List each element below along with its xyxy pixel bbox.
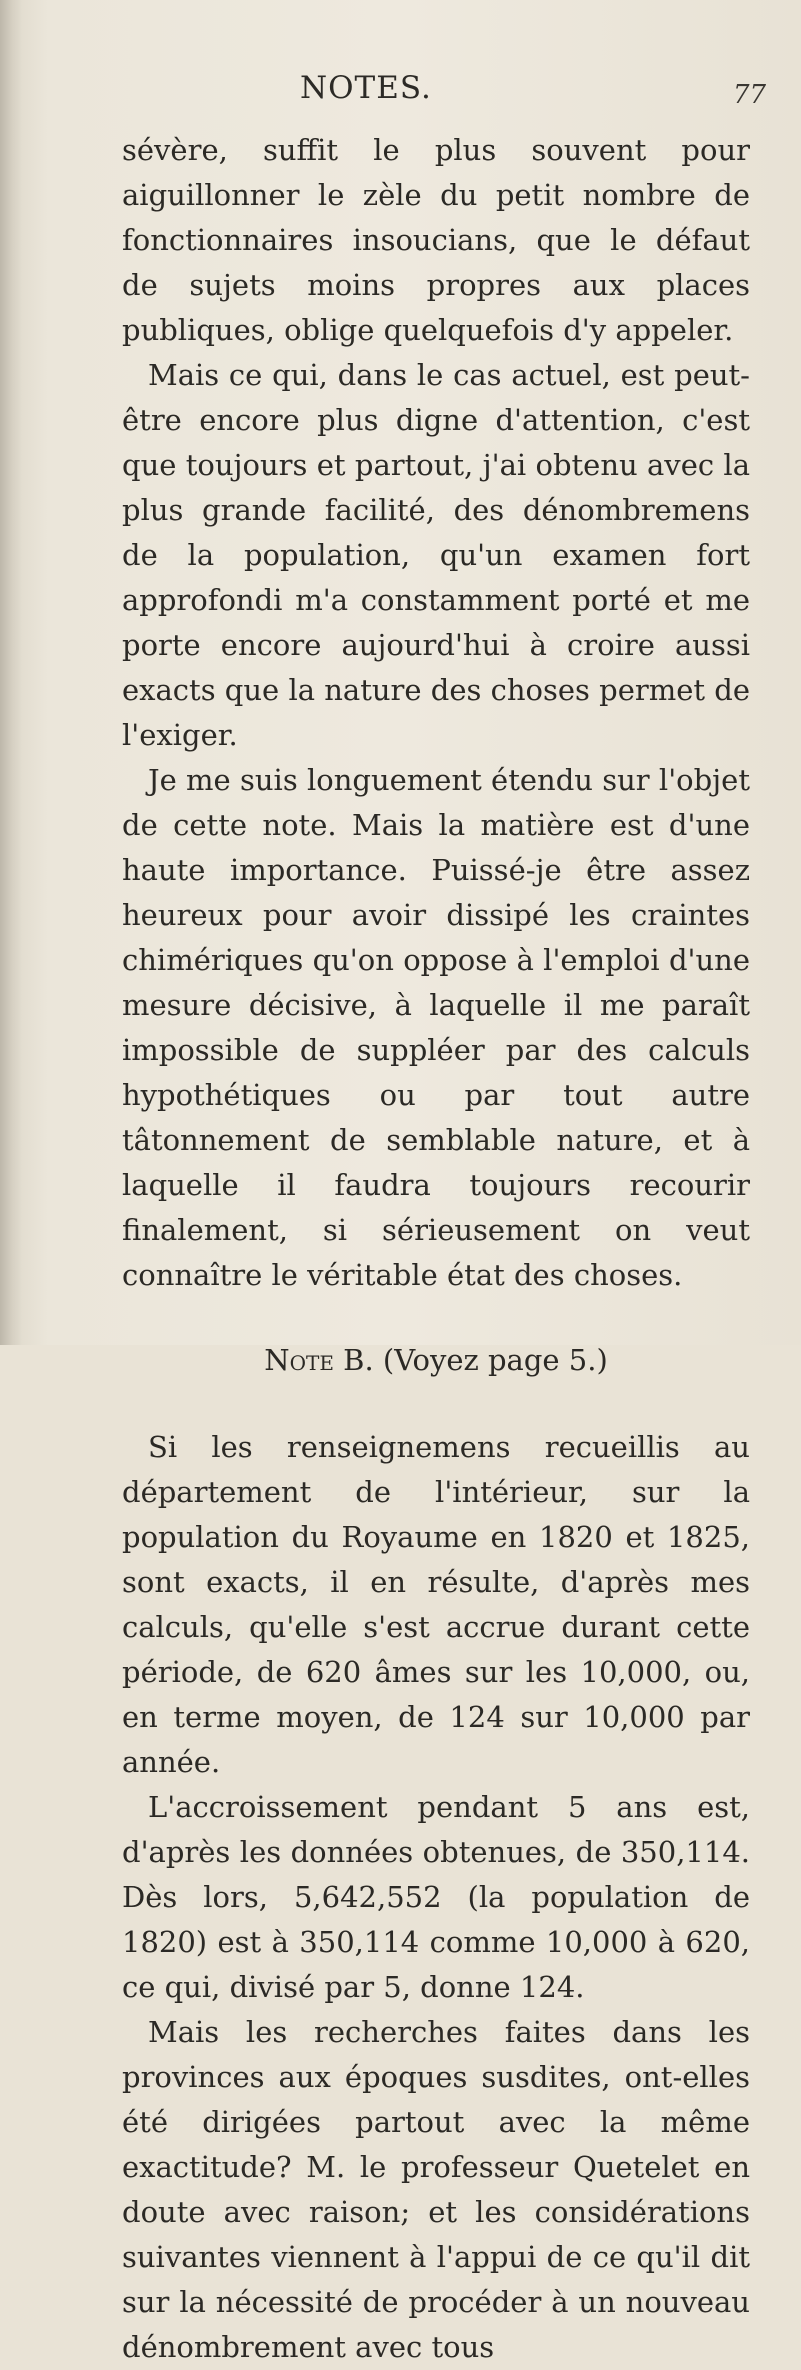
note-paragraph: Mais les recherches faites dans les provinces aux époques susdites, ont-elles été dirigées partout avec la même exactitude? M. le professeur Quetelet en doute avec raison; et les considérations suivantes viennent à l'appui de ce qu'il dit sur la nécessité de procéder à un nouveau dénombrement avec tous (122, 2015, 750, 2364)
page-body (122, 128, 750, 2370)
note-label: Note B. (264, 1343, 374, 1377)
note-heading (122, 1340, 750, 1380)
paragraph: Mais ce qui, dans le cas actuel, est peut-être encore plus digne d'attention, c'est que toujours et partout, j'ai obtenu avec la plus grande facilité, des dénombremens de la population, qu'un examen fort approfondi m'a constamment porté et me porte encore aujourd'hui à croire aussi exacts que la nature des choses permet de l'exiger. (122, 358, 750, 752)
note-paragraph: Si les renseignemens recueillis au département de l'intérieur, sur la population du Royaume en 1820 et 1825, sont exacts, il en résulte, d'après mes calculs, qu'elle s'est accrue durant cette période, de 620 âmes sur les 10,000, ou, en terme moyen, de 124 sur 10,000 par année. (122, 1430, 750, 1779)
running-head: NOTES. (300, 70, 432, 106)
paragraph: Je me suis longuement étendu sur l'objet de cette note. Mais la matière est d'une haute importance. Puissé-je être assez heureux pour avoir dissipé les craintes chimériques qu'on oppose à l'emploi d'une mesure décisive, à laquelle il me paraît impossible de suppléer par des calculs hypothétiques ou par tout autre tâtonnement de semblable nature, et à laquelle il faudra toujours recourir finalement, si sérieusement on veut connaître le véritable état des choses. (122, 763, 750, 1292)
binding-shadow (0, 0, 22, 1345)
paragraph-continuation: sévère, suffit le plus souvent pour aiguillonner le zèle du petit nombre de fonctionnaires insoucians, que le défaut de sujets moins propres aux places publiques, oblige quelquefois d'y appeler. (122, 133, 750, 347)
page-number: 77 (733, 80, 767, 110)
note-paragraph: L'accroissement pendant 5 ans est, d'après les données obtenues, de 350,114. Dès lors, 5,642,552 (la population de 1820) est à 350,114 comme 10,000 à 620, ce qui, divisé par 5, donne 124. (122, 1790, 750, 2004)
page-header (0, 70, 801, 120)
note-reference: (Voyez page 5.) (382, 1343, 608, 1377)
